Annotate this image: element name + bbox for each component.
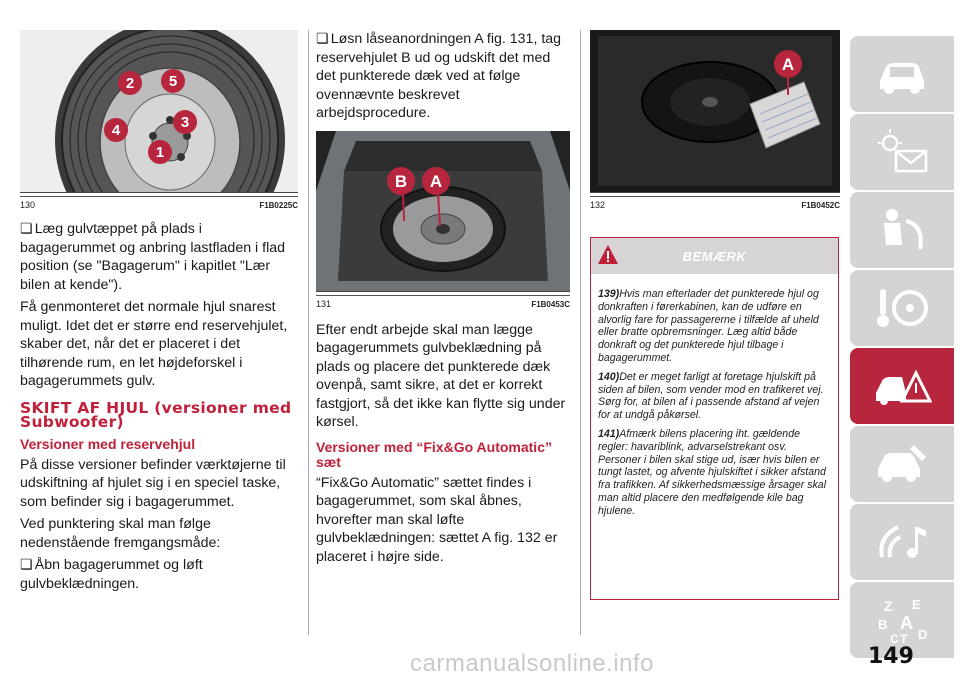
figure-132 (590, 30, 840, 193)
index-letter: Z (884, 598, 893, 614)
warning-body (591, 274, 838, 530)
index-letters-icon (872, 595, 932, 645)
paragraph: Efter endt arbejde skal man lægge bagagerummets gulvbeklædning på plads og placere det punkterede dæk ovenpå, samt sikre, at det er korrekt fastgjort, så det ikke kan flytte sig under kørsel. (316, 321, 566, 430)
fix-and-go-kit-illustration (590, 30, 840, 192)
figure-code: F1B0452C (801, 201, 840, 210)
chapter-tabs (850, 36, 960, 660)
trunk-spare-wheel-illustration (316, 131, 570, 291)
figure-code: F1B0225C (259, 201, 298, 210)
seat-safety-icon (872, 205, 932, 255)
paragraph: Ved punktering skal man følge nedenstående fremgangsmåde: (20, 516, 221, 551)
column-divider (308, 30, 309, 635)
steering-key-icon (872, 283, 932, 333)
warning-item (598, 288, 831, 365)
figure-number: 132 (590, 200, 606, 210)
warning-item (598, 371, 831, 422)
paragraph: “Fix&Go Automatic” sættet findes i bagagerummet, som skal åbnes, hvorefter man skal løfte gulvbeklædningen: sættet A fig. 132 er placeret i højre side. (316, 474, 558, 565)
index-letter: T (900, 632, 908, 645)
index-letter: B (878, 617, 888, 632)
warning-header (591, 238, 838, 274)
subsection-heading: Versioner med reservehjul (20, 435, 196, 452)
column-3 (590, 30, 840, 210)
fig131-label: A (429, 171, 443, 191)
page-number: 149 (868, 644, 914, 669)
tab-multimedia[interactable] (850, 504, 954, 580)
figure-130-caption (20, 196, 298, 210)
warning-item-number: 141) (598, 427, 620, 440)
fig130-label: 2 (125, 75, 135, 92)
column-1-text (20, 220, 298, 593)
figure-number: 131 (316, 298, 332, 309)
warning-title: BEMÆRK (682, 248, 747, 264)
maintenance-icon (872, 439, 932, 489)
wheel-illustration (20, 30, 298, 192)
warning-item-text: Hvis man efterlader det punkterede hjul og donkraften i førerkabinen, kan de udføre en alvorlig fare for passagererne i tilfælde af uheld eller bratte opbremsninger. Læg altid både donkraft og det punkterede hjul tilbage i bagagerummet. (598, 288, 819, 364)
column-2 (316, 30, 570, 570)
fig130-label: 3 (180, 114, 190, 131)
tab-steering-key[interactable] (850, 270, 954, 346)
index-letter: C (890, 632, 899, 645)
warning-item-text: Afmærk bilens placering iht. gældende regler: havariblink, advarselstrekant osv. Personer i bilen skal stige ud, især hvis bilen er tungt lastet, og afvente hjulskiftet i sikker afstand fra trafikken. Af sikkerhedsmæssige årsager skal man altid placere den medfølgende kile bag hjulene. (598, 427, 827, 517)
fig130-label: 4 (111, 122, 121, 139)
index-letter: A (900, 613, 913, 633)
fig131-label: B (394, 171, 408, 191)
emergency-car-icon (872, 361, 932, 411)
multimedia-icon (872, 517, 932, 567)
figure-number: 130 (20, 200, 36, 210)
figure-131 (316, 131, 570, 292)
section-heading: SKIFT AF HJUL (versioner med Subwoofer) (20, 398, 292, 431)
fig132-label: A (781, 55, 795, 74)
paragraph: ❏ Læg gulvtæppet på plads i bagagerummet og anbring lastfladen i flad position (se "Bagagerum" i kapitlet "Lær bilen at kende"). (20, 220, 298, 294)
figure-132-caption (590, 196, 840, 210)
warning-item (598, 428, 831, 518)
paragraph: ❏ Åbn bagagerummet og løft gulvbeklædningen. (20, 556, 298, 593)
paragraph: ❏ Løsn låseanordningen A fig. 131, tag reservehjulet B ud og udskift det med det punkterede dæk ved at følge ovennævnte beskrevet arbejdsprocedure. (316, 30, 570, 123)
column-2-text-bottom (316, 321, 570, 567)
watermark[interactable]: carmanualsonline.info (410, 650, 654, 677)
warning-lights-icon (872, 127, 932, 177)
fig130-label: 5 (168, 73, 178, 90)
index-letter: D (918, 627, 928, 642)
column-1 (20, 30, 298, 597)
column-2-text-top (316, 30, 570, 123)
warning-item-number: 140) (598, 370, 620, 383)
paragraph: På disse versioner befinder værktøjerne til udskiftning af hjulet sig i en speciel taske, som befinder sig i bagagerummet. (20, 456, 286, 510)
paragraph: Få genmonteret det normale hjul snarest muligt. Idet det er større end reservehjulet, skaber det, når det er placeret i det tilhørende rum, en let højdeforskel i bagagerummets gulv. (20, 299, 288, 389)
car-icon (872, 49, 932, 99)
fig130-label: 1 (155, 144, 165, 161)
tab-car[interactable] (850, 36, 954, 112)
warning-box (590, 237, 839, 600)
tab-warning-lights[interactable] (850, 114, 954, 190)
figure-code: F1B0453C (531, 299, 570, 309)
warning-item-text: Det er meget farligt at foretage hjulskift på siden af bilen, som vender mod en trafikeret vej. Sørg for, at bilen af i passende afstand af vejen for at undgå påkørsel. (598, 370, 824, 422)
tab-emergency[interactable] (850, 348, 954, 424)
subsection-heading: Versioner med “Fix&Go Automatic” sæt (316, 438, 552, 470)
figure-130 (20, 30, 298, 193)
tab-maintenance[interactable] (850, 426, 954, 502)
tab-seat-safety[interactable] (850, 192, 954, 268)
warning-item-number: 139) (598, 288, 620, 300)
figure-131-caption (316, 295, 570, 309)
index-letter: E (912, 597, 921, 612)
column-divider (580, 30, 581, 635)
warning-triangle-icon (597, 244, 619, 266)
